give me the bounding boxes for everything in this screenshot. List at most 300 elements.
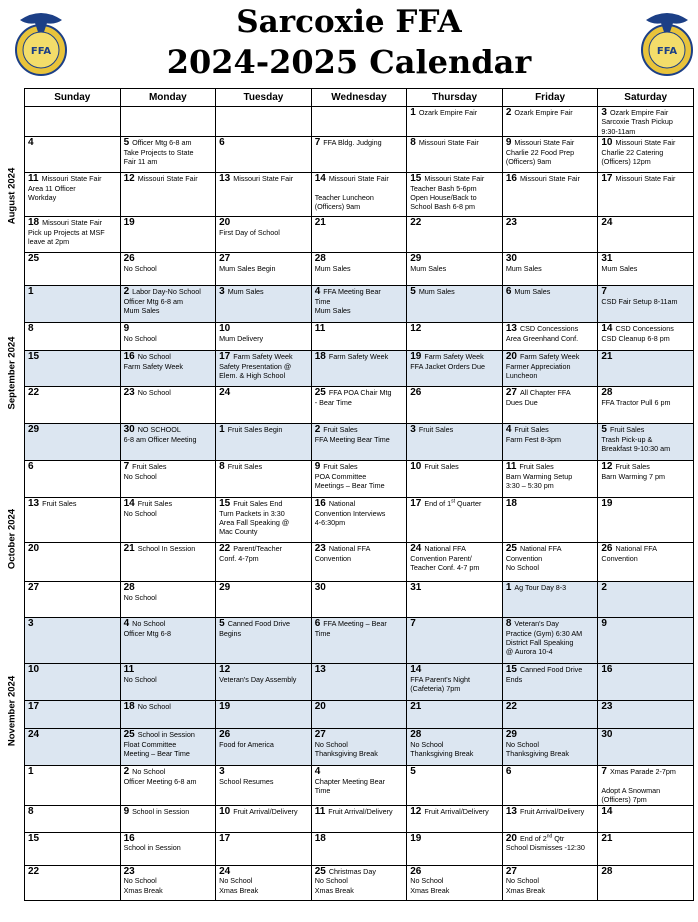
day-cell[interactable] (407, 387, 503, 424)
day-cell[interactable] (407, 137, 503, 173)
day-cell[interactable] (216, 137, 312, 173)
week-row (25, 217, 694, 253)
day-cell[interactable] (25, 582, 121, 618)
day-cell[interactable] (120, 618, 216, 664)
day-cell[interactable] (598, 832, 694, 865)
event-text: Convention Interviews (314, 508, 386, 518)
event-text: Ag Tour Day 8-3 (514, 583, 567, 593)
event-text (233, 324, 235, 333)
day-number: 24 (410, 543, 422, 555)
day-cell[interactable] (216, 107, 312, 137)
day-cell[interactable] (120, 832, 216, 865)
ffa-emblem-icon (640, 6, 694, 78)
weekday-wednesday: Wednesday (311, 89, 407, 107)
day-cell[interactable] (502, 253, 598, 286)
day-number: 10 (410, 461, 422, 473)
day-cell[interactable] (120, 286, 216, 323)
day-cell[interactable] (120, 323, 216, 351)
week-row (25, 253, 694, 286)
event-text (233, 867, 235, 876)
event-text: Fruit Sales End (233, 499, 283, 509)
day-cell[interactable] (598, 461, 694, 498)
event-text: No School (137, 388, 171, 398)
day-cell[interactable] (25, 805, 121, 832)
day-cell[interactable] (407, 543, 503, 582)
day-cell[interactable] (502, 173, 598, 217)
day-cell[interactable] (216, 543, 312, 582)
event-text (329, 730, 331, 739)
day-number: 24 (219, 865, 231, 877)
day-cell[interactable] (598, 865, 694, 900)
day-number: 22 (28, 387, 40, 399)
event-text: Mac County (219, 527, 258, 537)
day-cell[interactable] (598, 618, 694, 664)
day-cell[interactable] (502, 323, 598, 351)
event-text: Ozark Empire Fair (418, 108, 478, 117)
day-cell[interactable] (120, 664, 216, 701)
day-cell[interactable] (25, 323, 121, 351)
day-cell[interactable] (502, 387, 598, 424)
day-cell[interactable] (120, 729, 216, 766)
day-cell[interactable] (25, 618, 121, 664)
event-text: Parent/Teacher (233, 544, 282, 554)
event-text: Missouri State Fair (137, 174, 198, 184)
day-number: 23 (505, 217, 517, 229)
day-number: 15 (28, 351, 40, 363)
day-cell[interactable] (216, 461, 312, 498)
day-cell[interactable] (598, 107, 694, 137)
event-text: Practice (Gym) 6:30 AM (505, 628, 583, 638)
day-number: 3 (219, 286, 225, 298)
day-cell[interactable] (311, 582, 407, 618)
day-cell[interactable] (598, 805, 694, 832)
day-cell[interactable] (598, 664, 694, 701)
day-cell[interactable] (216, 582, 312, 618)
event-text: Fruit Arrival/Delivery (328, 806, 393, 816)
day-cell[interactable] (216, 424, 312, 461)
week-row (25, 729, 694, 766)
day-cell[interactable] (502, 701, 598, 729)
day-number: 17 (410, 498, 422, 510)
week-row (25, 137, 694, 173)
event-text: 6-8 am Officer Meeting (123, 434, 197, 444)
day-number: 26 (410, 387, 422, 399)
day-cell[interactable] (502, 217, 598, 253)
day-cell[interactable] (502, 664, 598, 701)
day-cell[interactable] (311, 618, 407, 664)
event-text: Veteran's Day (514, 619, 559, 629)
day-number: 23 (123, 865, 135, 877)
day-cell[interactable] (502, 351, 598, 387)
day-cell[interactable] (598, 543, 694, 582)
day-number: 19 (219, 701, 231, 713)
week-row (25, 173, 694, 217)
event-text: Fruit Arrival/Delivery (233, 806, 298, 816)
day-cell[interactable] (502, 582, 598, 618)
day-cell[interactable] (120, 543, 216, 582)
week-row (25, 805, 694, 832)
day-number: 9 (505, 137, 512, 149)
day-number: 19 (410, 832, 422, 844)
day-cell[interactable] (311, 217, 407, 253)
event-text: Missouri State Fair (514, 138, 575, 148)
day-number: 29 (410, 253, 422, 265)
day-cell[interactable] (120, 387, 216, 424)
month-label-text: August 2024 (6, 167, 18, 224)
event-text: National FFA (519, 544, 562, 554)
event-text: Xmas Parade 2-7pm (609, 767, 676, 777)
event-text: Fruit Sales (132, 462, 167, 472)
event-text: No School (410, 876, 444, 886)
day-cell[interactable] (598, 173, 694, 217)
day-cell[interactable] (216, 865, 312, 900)
event-text: No School (505, 876, 539, 886)
day-cell[interactable] (502, 766, 598, 806)
day-number: 5 (219, 618, 225, 630)
day-cell[interactable] (311, 498, 407, 543)
day-number: 8 (505, 618, 512, 630)
day-cell[interactable] (502, 729, 598, 766)
event-text: No School (123, 508, 157, 518)
day-cell[interactable] (407, 424, 503, 461)
day-cell[interactable] (120, 582, 216, 618)
day-cell[interactable] (598, 217, 694, 253)
day-cell[interactable] (598, 137, 694, 173)
day-number: 4 (314, 766, 321, 778)
day-cell[interactable] (598, 729, 694, 766)
event-text: Missouri State Fair (615, 174, 676, 184)
event-text: Trash Pick-up & (601, 434, 653, 444)
day-number: 18 (314, 351, 326, 363)
event-text: Ends (505, 674, 523, 684)
day-cell[interactable] (120, 461, 216, 498)
event-text: Conf. 4-7pm (219, 553, 259, 563)
event-text: Canned Food Drive (519, 665, 583, 675)
event-text: Area 11 Officer (28, 183, 76, 193)
day-cell[interactable] (216, 832, 312, 865)
event-text: Missouri State Fair (233, 174, 294, 184)
day-number: 13 (28, 498, 40, 510)
day-cell[interactable] (407, 582, 503, 618)
event-text: Convention (314, 553, 352, 563)
event-text: CSD Fair Setup 8-11am (601, 296, 678, 306)
event-text: Area Fall Speaking @ (219, 518, 290, 528)
event-text: Mum Sales Begin (219, 263, 276, 273)
weekday-friday: Friday (502, 89, 598, 107)
day-cell[interactable] (216, 286, 312, 323)
day-number: 7 (601, 286, 607, 298)
day-cell[interactable] (598, 253, 694, 286)
day-cell[interactable] (216, 805, 312, 832)
day-cell[interactable] (407, 766, 503, 806)
event-text: Fruit Sales (519, 462, 554, 472)
day-cell[interactable] (407, 253, 503, 286)
day-cell[interactable] (407, 865, 503, 900)
day-number: 7 (601, 766, 607, 778)
day-cell[interactable] (502, 865, 598, 900)
day-cell[interactable] (216, 729, 312, 766)
day-cell[interactable] (502, 107, 598, 137)
day-cell[interactable] (216, 766, 312, 806)
event-text: No School (314, 739, 348, 749)
day-cell[interactable] (311, 701, 407, 729)
event-text: Teacher Bash 5-6pm (410, 183, 477, 193)
weekday-tuesday: Tuesday (216, 89, 312, 107)
event-text: No School (123, 876, 157, 886)
day-cell[interactable] (216, 351, 312, 387)
day-cell[interactable] (25, 137, 121, 173)
day-cell[interactable] (216, 173, 312, 217)
day-number: 6 (505, 766, 512, 778)
day-cell[interactable] (407, 618, 503, 664)
weekday-monday: Monday (120, 89, 216, 107)
day-cell[interactable] (311, 387, 407, 424)
day-cell[interactable] (598, 351, 694, 387)
week-row (25, 351, 694, 387)
day-cell[interactable] (120, 137, 216, 173)
day-cell[interactable] (311, 424, 407, 461)
day-cell[interactable] (25, 351, 121, 387)
day-cell[interactable] (120, 805, 216, 832)
day-cell[interactable] (598, 766, 694, 806)
day-number: 12 (123, 173, 135, 185)
day-cell[interactable] (120, 173, 216, 217)
day-cell[interactable] (25, 766, 121, 806)
day-cell[interactable] (407, 729, 503, 766)
day-number: 15 (219, 498, 231, 510)
event-text: Charlie 22 Catering (601, 147, 664, 157)
day-cell[interactable] (502, 543, 598, 582)
day-cell[interactable] (598, 424, 694, 461)
event-text (137, 665, 139, 674)
day-cell[interactable] (407, 701, 503, 729)
day-cell[interactable] (311, 107, 407, 137)
day-cell[interactable] (598, 387, 694, 424)
day-cell[interactable] (25, 543, 121, 582)
day-cell[interactable] (25, 107, 121, 137)
day-number: 11 (314, 323, 326, 335)
day-number: 26 (601, 543, 613, 555)
day-cell[interactable] (120, 217, 216, 253)
event-text (424, 867, 426, 876)
day-number: 13 (505, 323, 517, 335)
day-cell[interactable] (407, 107, 503, 137)
day-number: 16 (505, 173, 517, 185)
day-number: 17 (219, 351, 231, 363)
day-cell[interactable] (407, 173, 503, 217)
day-cell[interactable] (598, 498, 694, 543)
event-text: 4-6:30pm (314, 518, 346, 528)
day-cell[interactable] (407, 461, 503, 498)
day-cell[interactable] (120, 701, 216, 729)
day-number: 8 (28, 805, 34, 817)
day-cell[interactable] (120, 351, 216, 387)
event-text: Teacher Luncheon (314, 193, 374, 203)
event-text (329, 254, 331, 263)
day-number: 7 (123, 461, 130, 473)
day-cell[interactable] (216, 664, 312, 701)
event-text (424, 730, 426, 739)
day-number: 2 (123, 766, 130, 778)
event-text: Time (314, 786, 331, 796)
event-text: Breakfast 9-10:30 am (601, 444, 671, 454)
day-cell[interactable] (25, 173, 121, 217)
event-text: Farmer Appreciation (505, 361, 571, 371)
event-text: Luncheon (505, 371, 538, 381)
event-text: Xmas Break (219, 885, 259, 895)
day-cell[interactable] (407, 217, 503, 253)
day-cell[interactable] (25, 253, 121, 286)
event-text: Open House/Back to (410, 193, 477, 203)
day-number: 24 (601, 217, 613, 229)
page-subtitle: 2024-2025 Calendar (166, 43, 532, 81)
day-cell[interactable] (311, 461, 407, 498)
event-text: Farm Fest 8-3pm (505, 434, 561, 444)
day-number: 25 (28, 253, 40, 265)
day-number: 27 (505, 387, 517, 399)
day-cell[interactable] (502, 832, 598, 865)
event-text (132, 324, 134, 333)
event-text: Fruit Sales (323, 425, 358, 435)
day-number: 3 (410, 424, 416, 436)
day-cell[interactable] (216, 387, 312, 424)
day-number: 25 (123, 729, 135, 741)
week-row (25, 701, 694, 729)
event-text (233, 218, 235, 227)
event-text: 3:30 – 5:30 pm (505, 481, 554, 491)
event-text: Teacher Conf. 4-7 pm (410, 563, 480, 573)
day-cell[interactable] (216, 253, 312, 286)
day-cell[interactable] (25, 832, 121, 865)
day-number: 20 (314, 701, 326, 713)
day-cell[interactable] (502, 137, 598, 173)
day-number: 14 (601, 323, 613, 335)
event-text: School in Session (123, 843, 181, 853)
day-cell[interactable] (311, 832, 407, 865)
day-cell[interactable] (120, 498, 216, 543)
event-text: Convention (505, 553, 543, 563)
day-cell[interactable] (25, 865, 121, 900)
day-cell[interactable] (311, 351, 407, 387)
day-cell[interactable] (25, 729, 121, 766)
day-cell[interactable] (25, 387, 121, 424)
day-number: 10 (28, 664, 40, 676)
day-number: 26 (219, 729, 231, 741)
day-cell[interactable] (311, 865, 407, 900)
event-text: Turn Packets in 3:30 (219, 508, 285, 518)
day-cell[interactable] (502, 286, 598, 323)
day-cell[interactable] (216, 701, 312, 729)
event-text: Mum Sales (314, 306, 351, 316)
day-cell[interactable] (407, 286, 503, 323)
event-text: Float Committee (123, 739, 177, 749)
day-cell[interactable] (25, 461, 121, 498)
day-cell[interactable] (502, 618, 598, 664)
day-cell[interactable] (598, 286, 694, 323)
day-cell[interactable] (407, 664, 503, 701)
day-cell[interactable] (120, 107, 216, 137)
day-cell[interactable] (311, 253, 407, 286)
day-cell[interactable] (311, 805, 407, 832)
day-cell[interactable] (216, 618, 312, 664)
day-cell[interactable] (407, 498, 503, 543)
event-text (520, 254, 522, 263)
day-cell[interactable] (25, 701, 121, 729)
event-text (520, 730, 522, 739)
day-number: 21 (410, 701, 422, 713)
day-cell[interactable] (407, 323, 503, 351)
day-number: 17 (219, 832, 231, 844)
day-cell[interactable] (502, 805, 598, 832)
day-number: 1 (28, 286, 34, 298)
event-text: Missouri State Fair (41, 174, 102, 184)
day-cell[interactable] (25, 286, 121, 323)
day-cell[interactable] (216, 323, 312, 351)
day-number: 19 (123, 217, 135, 229)
event-text: No School (505, 739, 539, 749)
event-text (610, 287, 612, 296)
day-number: 15 (505, 664, 517, 676)
event-text: Ozark Empire Fair (609, 108, 669, 117)
day-cell[interactable] (311, 664, 407, 701)
day-number: 19 (410, 351, 422, 363)
day-cell[interactable] (120, 865, 216, 900)
day-number: 4 (505, 424, 512, 436)
day-cell[interactable] (25, 664, 121, 701)
day-cell[interactable] (502, 498, 598, 543)
day-cell[interactable] (120, 766, 216, 806)
day-number: 12 (410, 323, 422, 335)
week-row (25, 582, 694, 618)
day-number: 4 (123, 618, 130, 630)
day-cell[interactable] (25, 498, 121, 543)
event-text: Mum Sales (418, 287, 455, 297)
svg-text:FFA: FFA (656, 46, 678, 57)
day-cell[interactable] (598, 323, 694, 351)
day-cell[interactable] (25, 217, 121, 253)
day-number: 1 (219, 424, 225, 436)
day-cell[interactable] (407, 351, 503, 387)
day-cell[interactable] (311, 173, 407, 217)
day-cell[interactable] (120, 424, 216, 461)
day-number: 26 (410, 865, 422, 877)
event-text: No School (132, 767, 166, 777)
event-text: Missouri State Fair (418, 138, 479, 148)
week-row (25, 618, 694, 664)
day-cell[interactable] (311, 137, 407, 173)
day-cell[interactable] (407, 832, 503, 865)
day-cell[interactable] (311, 286, 407, 323)
event-text: National (328, 499, 356, 509)
day-number: 25 (505, 543, 517, 555)
day-cell[interactable] (120, 253, 216, 286)
day-cell[interactable] (311, 323, 407, 351)
day-cell[interactable] (502, 424, 598, 461)
day-number: 2 (505, 107, 512, 118)
day-cell[interactable] (25, 424, 121, 461)
day-cell[interactable] (311, 543, 407, 582)
day-cell[interactable] (311, 766, 407, 806)
day-cell[interactable] (502, 461, 598, 498)
day-number: 26 (123, 253, 135, 265)
day-cell[interactable] (311, 729, 407, 766)
day-cell[interactable] (598, 582, 694, 618)
day-cell[interactable] (598, 701, 694, 729)
day-cell[interactable] (216, 498, 312, 543)
day-cell[interactable] (216, 217, 312, 253)
day-cell[interactable] (407, 805, 503, 832)
day-number: 11 (505, 461, 517, 473)
